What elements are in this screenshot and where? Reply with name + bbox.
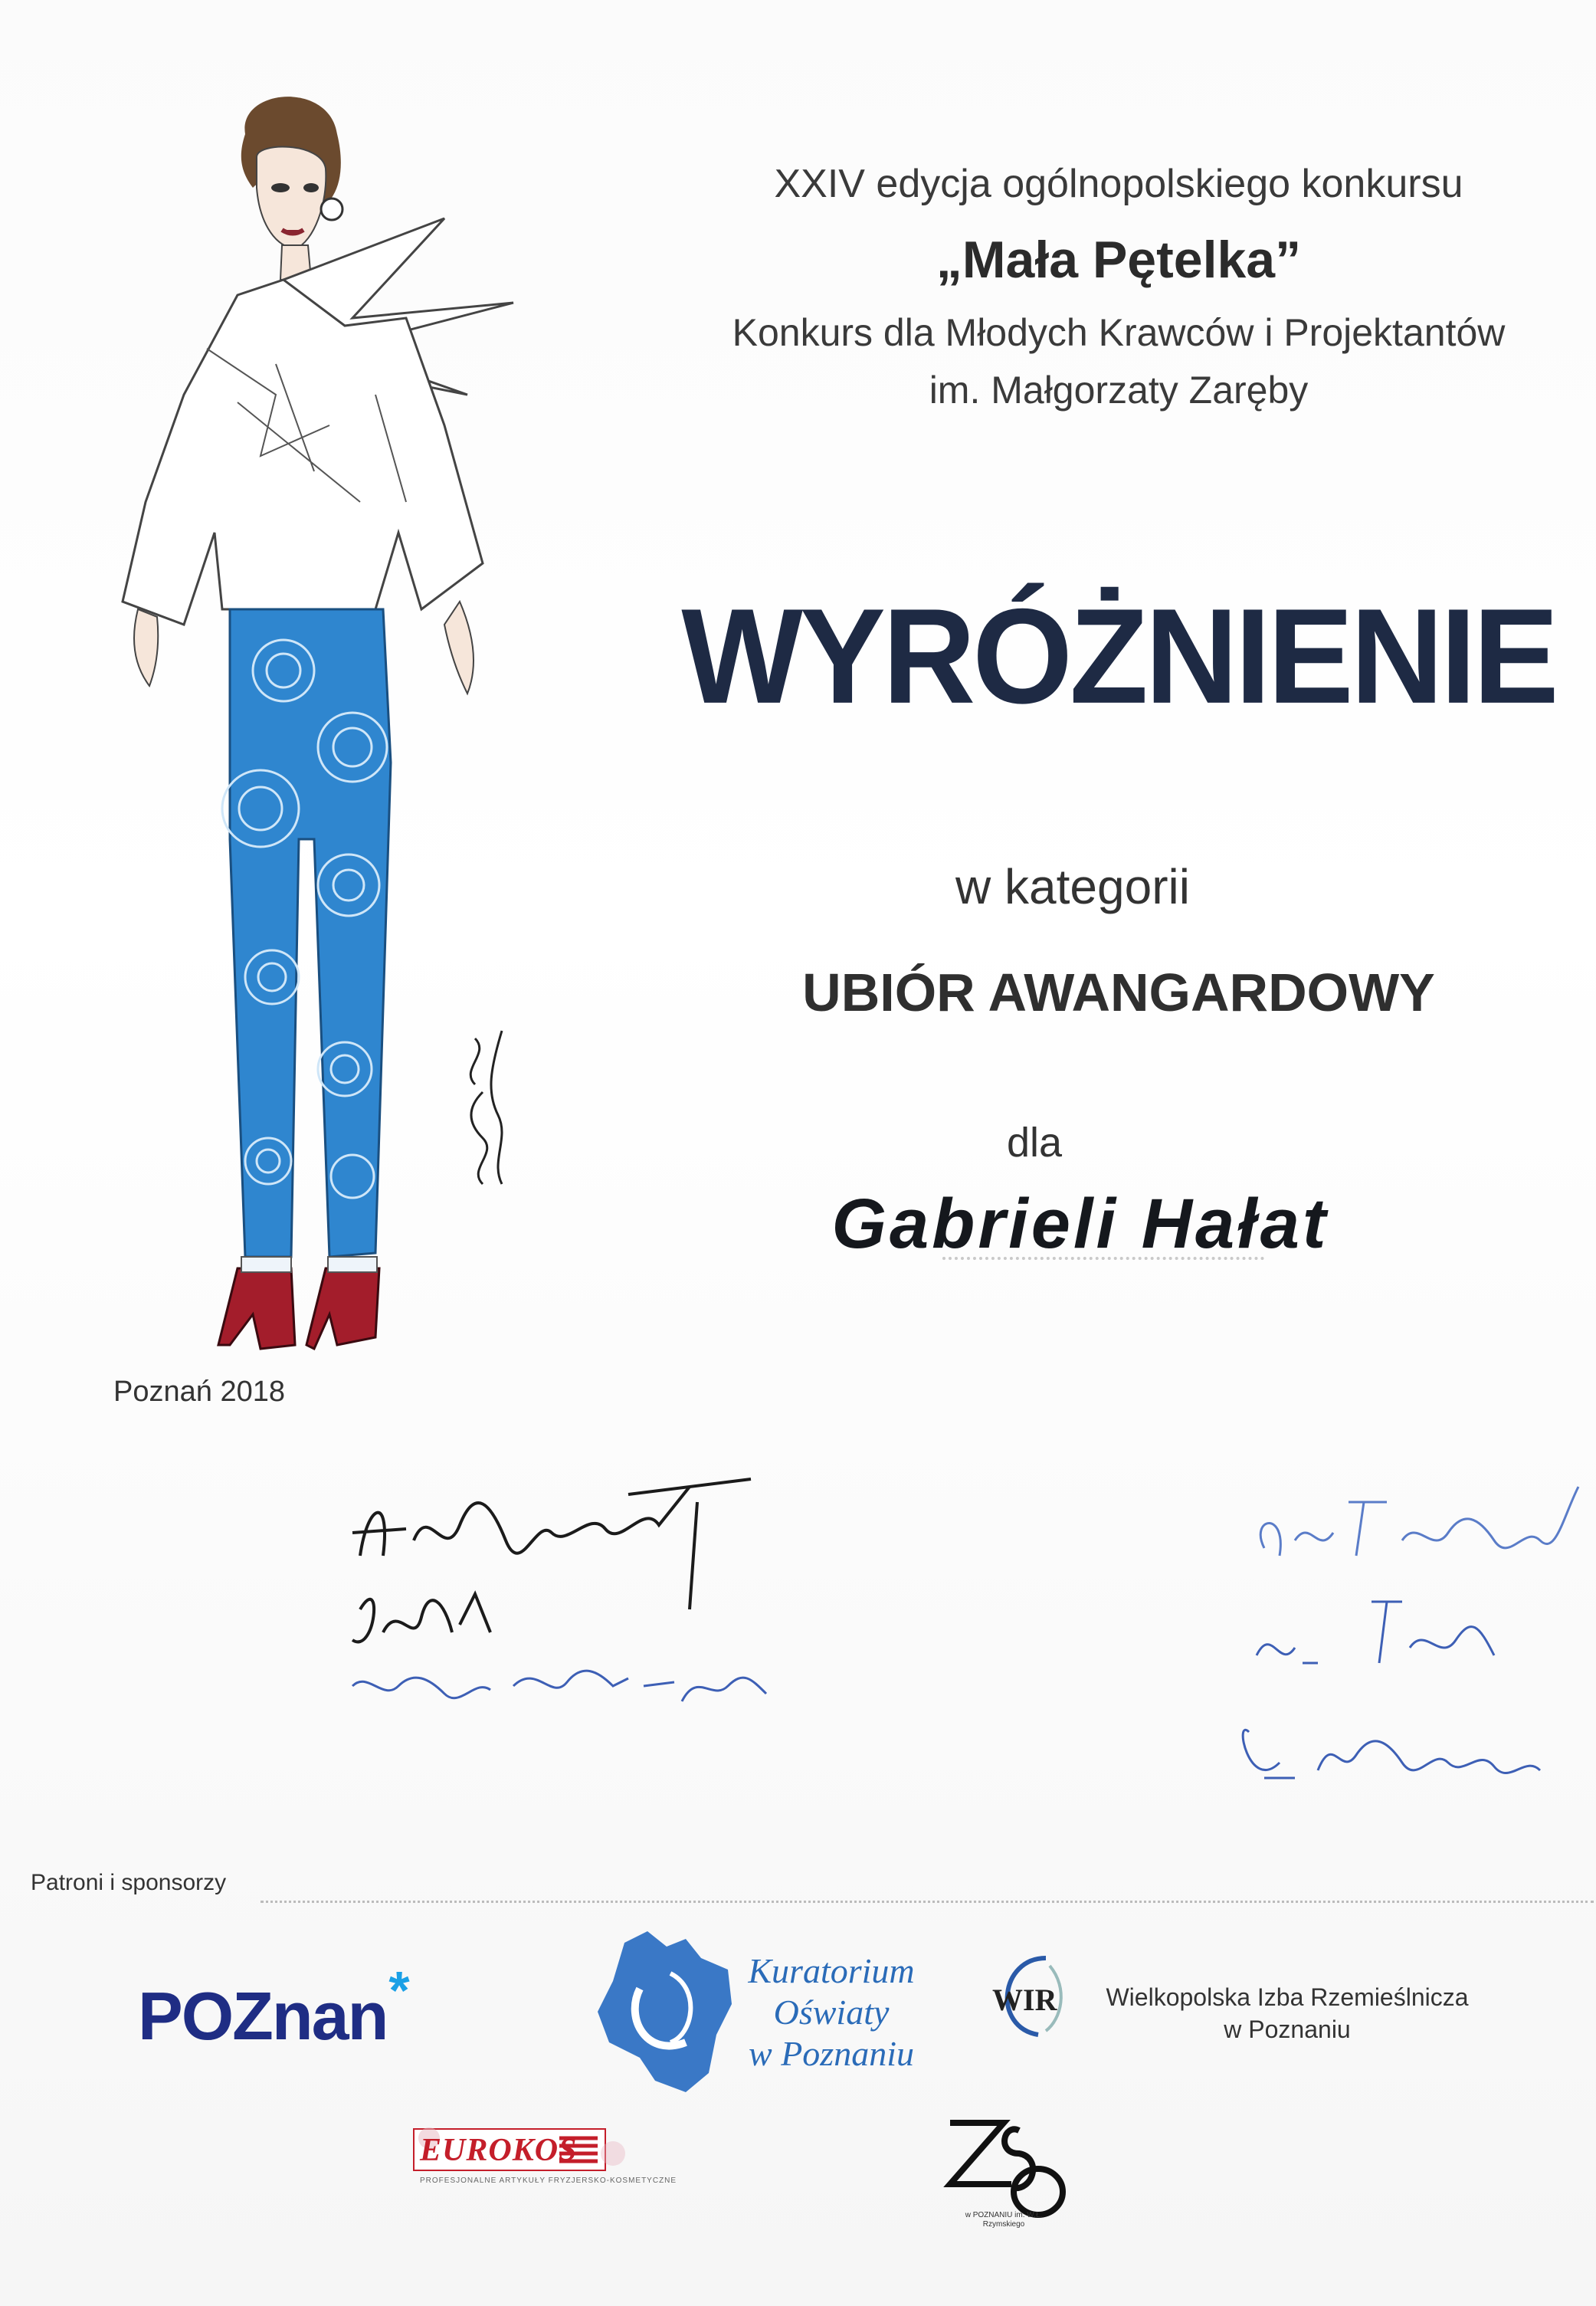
- poznan-logo-text: POZnan: [138, 1978, 388, 2054]
- wir-line-1: Wielkopolska Izba Rzemieślnicza: [1106, 1983, 1469, 2011]
- right-shoe: [306, 1268, 379, 1349]
- edition-line: XXIV edycja ogólnopolskiego konkursu: [774, 162, 1463, 206]
- signature-3: [352, 1671, 766, 1701]
- zso-tagline: w POZNANIU im. W.Ł. Rzymskiego: [965, 2211, 1043, 2229]
- kuratorium-line-2: Oświaty: [773, 1993, 890, 2032]
- award-title: WYRÓŻNIENIE: [681, 580, 1556, 732]
- signature-5: [1257, 1602, 1494, 1663]
- signature-2: [352, 1594, 490, 1642]
- place-date: Poznań 2018: [113, 1376, 285, 1408]
- kuratorium-line-1: Kuratorium: [748, 1951, 915, 1990]
- signature-6: [1243, 1730, 1540, 1778]
- signatures-right: [1218, 1471, 1594, 1824]
- for-label: dla: [1006, 1120, 1063, 1166]
- kuratorium-logo-text: [743, 1950, 919, 2075]
- signature-4: [1260, 1487, 1578, 1556]
- recipient-dotted-line: [942, 1257, 1264, 1260]
- wir-logo-icon: [985, 1950, 1077, 2042]
- award-category: UBIÓR AWANGARDOWY: [802, 963, 1435, 1022]
- signatures-left: [337, 1456, 782, 1747]
- sponsors-label: Patroni i sponsorzy: [31, 1870, 227, 1895]
- category-intro: w kategorii: [955, 859, 1190, 914]
- eurokos-logo-text: EUROKOS: [420, 2133, 578, 2168]
- contest-name: „Mała Pętelka”: [936, 231, 1302, 289]
- sponsors-divider: [261, 1901, 1594, 1903]
- fashion-illustration: [84, 73, 559, 1376]
- wir-line-2: w Poznaniu: [1224, 2016, 1351, 2043]
- kuratorium-map-icon: [594, 1927, 736, 2096]
- poznan-star-icon: *: [388, 1960, 408, 2020]
- left-shoe: [218, 1268, 295, 1349]
- wir-logo-text: [1088, 1981, 1486, 2045]
- signature-1: [352, 1479, 751, 1609]
- poznan-logo: [138, 1960, 408, 2055]
- recipient-name: Gabrieli Hałat: [831, 1185, 1329, 1263]
- artist-signature: [470, 1031, 502, 1184]
- wir-acronym: WIR: [992, 1983, 1057, 2017]
- kuratorium-line-3: w Poznaniu: [749, 2034, 914, 2073]
- shirt: [123, 280, 483, 625]
- eurokos-tagline: PROFESJONALNE ARTYKUŁY FRYZJERSKO-KOSMETYCZNE: [420, 2176, 677, 2185]
- contest-patron: im. Małgorzaty Zaręby: [929, 369, 1309, 412]
- contest-subtitle: Konkurs dla Młodych Krawców i Projektantów: [732, 311, 1506, 354]
